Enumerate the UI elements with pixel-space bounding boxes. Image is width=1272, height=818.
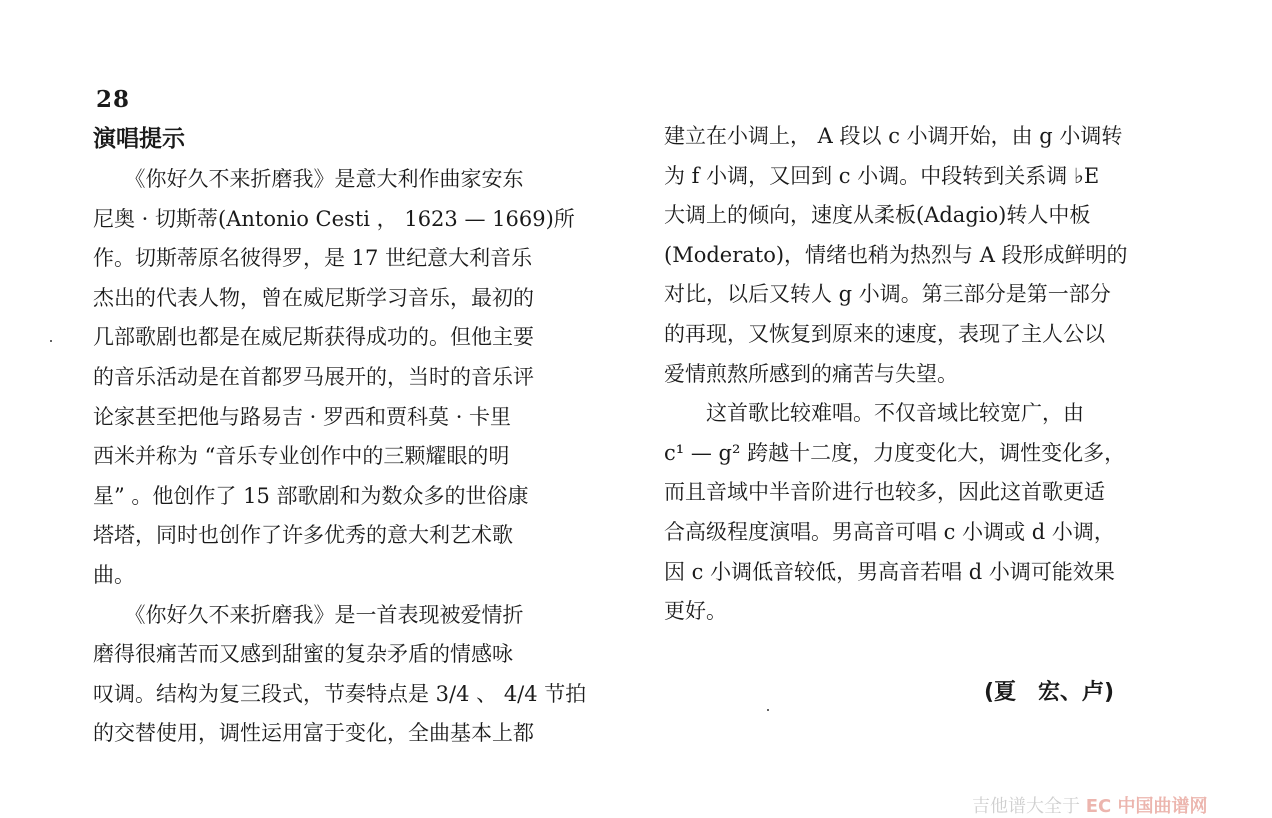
text-line: 为 f 小调，又回到 c 小调。中段转到关系调 ♭E <box>664 163 1100 188</box>
text-line: 几部歌剧也都是在威尼斯获得成功的。但他主要 <box>93 325 534 350</box>
text-line: 星” 。他创作了 15 部歌剧和为数众多的世俗康 <box>93 483 529 508</box>
text-line: 的再现，又恢复到原来的速度，表现了主人公以 <box>664 321 1105 346</box>
text-line: 更好。 <box>664 599 727 624</box>
text-line: 因 c 小调低音较低，男高音若唱 d 小调可能效果 <box>664 559 1115 584</box>
page-number: 28 <box>96 86 131 113</box>
text-line: 磨得很痛苦而又感到甜蜜的复杂矛盾的情感咏 <box>93 642 513 667</box>
left-text-column <box>93 160 615 754</box>
text-line: 曲。 <box>93 562 135 587</box>
scan-speck <box>50 340 52 342</box>
section-heading: 演唱提示 <box>93 126 185 152</box>
text-line: 大调上的倾向，速度从柔板(Adagio)转人中板 <box>664 203 1091 228</box>
text-line: 论家甚至把他与路易吉 · 罗西和贾科莫 · 卡里 <box>93 404 512 429</box>
text-line: 的交替使用，调性运用富于变化，全曲基本上都 <box>93 721 534 746</box>
text-line: 对比，以后又转人 g 小调。第三部分是第一部分 <box>664 282 1111 307</box>
text-line: 而且音域中半音阶进行也较多，因此这首歌更适 <box>664 480 1105 505</box>
text-line: c¹ — g² 跨越十二度，力度变化大，调性变化多， <box>664 440 1126 465</box>
text-line: 尼奥 · 切斯蒂(Antonio Cesti ， 1623 — 1669)所 <box>93 206 575 231</box>
text-line: 塔塔，同时也创作了许多优秀的意大利艺术歌 <box>93 523 513 548</box>
text-line: 的音乐活动是在首都罗马展开的，当时的音乐评 <box>93 364 534 389</box>
text-line: 这首歌比较难唱。不仅音域比较宽广，由 <box>664 401 1084 426</box>
text-line: 作。切斯蒂原名彼得罗，是 17 世纪意大利音乐 <box>93 246 533 271</box>
watermark-brand: EC 中国曲谱网 <box>1085 796 1208 817</box>
text-line: 《你好久不来折磨我》是意大利作曲家安东 <box>93 167 524 191</box>
text-line: 建立在小调上， A 段以 c 小调开始，由 g 小调转 <box>664 124 1123 148</box>
author-credit: (夏 宏、卢) <box>984 680 1115 705</box>
site-watermark <box>972 796 1208 818</box>
watermark-prefix: 吉他谱大全于 <box>972 796 1080 817</box>
text-line: 爱情煎熬所感到的痛苦与失望。 <box>664 361 958 386</box>
text-line: 杰出的代表人物，曾在威尼斯学习音乐，最初的 <box>93 285 534 310</box>
text-line: 西米并称为 “音乐专业创作中的三颗耀眼的明 <box>93 444 510 469</box>
text-line: (Moderato)，情绪也稍为热烈与 A 段形成鲜明的 <box>664 242 1128 267</box>
text-line: 叹调。结构为复三段式，节奏特点是 3/4 、 4/4 节拍 <box>93 681 587 706</box>
text-line: 《你好久不来折磨我》是一首表现被爱情折 <box>93 602 524 627</box>
text-line: 合高级程度演唱。男高音可唱 c 小调或 d 小调， <box>664 519 1115 544</box>
right-text-column <box>664 117 1186 632</box>
scan-speck <box>767 709 769 711</box>
